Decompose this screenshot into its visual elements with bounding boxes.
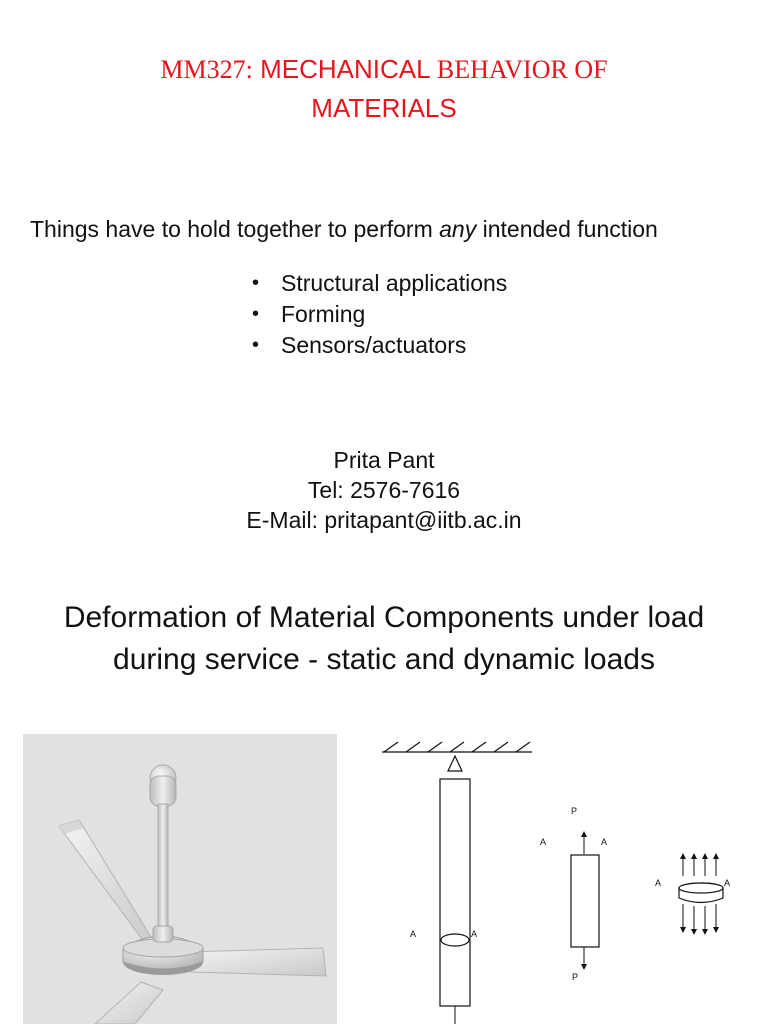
ceiling-fan-image	[23, 734, 337, 1024]
course-code: MM327:	[160, 55, 253, 84]
section-heading-line2: during service - static and dynamic loads	[113, 643, 655, 676]
tension-load-top: P	[571, 806, 578, 816]
title-behavior-of: BEHAVIOR OF	[436, 55, 608, 84]
tension-label-left: A	[540, 837, 547, 847]
ceiling-support	[382, 742, 532, 752]
bar-label-right: A	[471, 929, 478, 939]
instructor-name: Prita Pant	[333, 447, 435, 473]
tension-load-bottom: P	[572, 972, 579, 982]
disc-label-right: A	[724, 878, 731, 888]
instructor-tel: Tel: 2576-7616	[307, 477, 461, 503]
intro-sentence	[30, 212, 750, 246]
disc-specimen	[655, 856, 730, 932]
section-heading-line1: Deformation of Material Components under load	[63, 601, 705, 634]
intro-emphasis: any	[439, 216, 477, 242]
hanging-bar	[440, 779, 470, 1006]
list-item: • Sensors/actuators	[250, 330, 507, 361]
pin-support-icon	[448, 756, 462, 771]
load-diagram	[372, 734, 768, 1024]
title-word-mechanical: MECHANICAL	[260, 54, 430, 84]
tension-specimen	[540, 806, 607, 982]
list-item: • Structural applications	[250, 268, 507, 299]
instructor-email: E-Mail: pritapant@iitb.ac.in	[246, 507, 522, 533]
title-materials: MATERIALS	[311, 93, 457, 123]
disc-label-left: A	[655, 878, 662, 888]
ceiling-fan-illustration	[23, 734, 337, 1024]
application-list	[250, 268, 507, 361]
list-item: • Forming	[250, 299, 507, 330]
tension-label-right: A	[601, 837, 608, 847]
intro-after: intended function	[476, 216, 658, 242]
section-heading	[0, 597, 768, 681]
intro-before: Things have to hold together to perform	[30, 216, 440, 242]
contact-block	[0, 445, 768, 535]
bar-label-left: A	[410, 929, 417, 939]
slide-title	[0, 50, 768, 127]
